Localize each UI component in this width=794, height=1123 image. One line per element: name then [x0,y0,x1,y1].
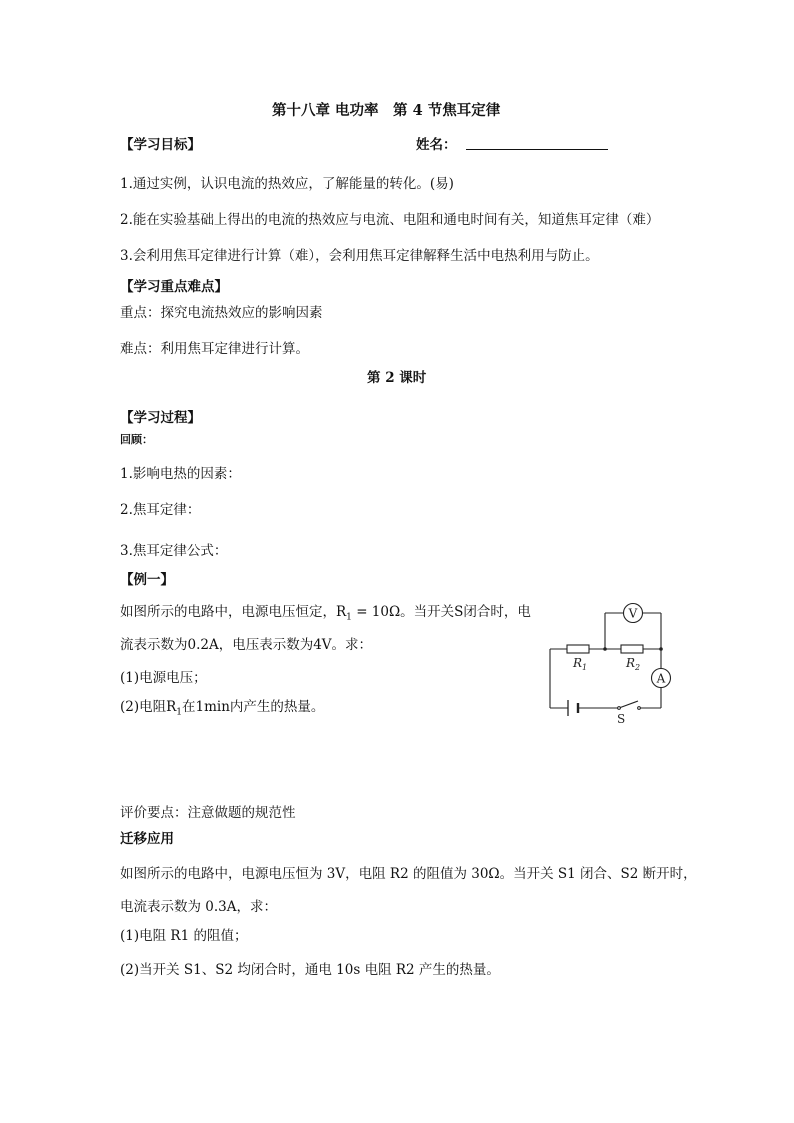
example-question-1: (1)电源电压； [120,670,207,686]
objective-1: 1.通过实例，认识电流的热效应，了解能量的转化。(易) [120,176,454,192]
review-item-3: 3.焦耳定律公式： [120,543,228,559]
transfer-question-1: (1)电阻 R1 的阻值； [120,928,248,944]
review-label: 回顾： [120,433,153,446]
example-heading: 【例一】 [120,572,174,588]
review-item-1: 1.影响电热的因素： [120,466,241,482]
example-question-2: (2)电阻$R_1$在1min内产生的热量。 [120,699,325,718]
evaluation-note: 评价要点：注意做题的规范性 [120,805,296,821]
name-blank-line [466,149,608,150]
transfer-line-1: 如图所示的电路中，电源电压恒为 3V，电阻 R2 的阻值为 30Ω。当开关 S1 闭合、S2 断开时， [120,866,697,882]
name-label: 姓名： [416,137,457,153]
circuit-diagram [546,600,676,725]
switch-label: S [617,712,626,725]
difficulty-point: 难点：利用焦耳定律进行计算。 [120,341,309,357]
voltmeter-label: V [628,606,638,621]
lesson-title: 第 2 课时 [367,370,427,386]
transfer-heading: 迁移应用 [120,831,174,847]
r2-label: $R_2$ [626,656,641,672]
page-title: 第十八章 电功率 第 4 节焦耳定律 [272,102,501,119]
example-line-1: 如图所示的电路中，电源电压恒定，$R_1 = 10\Omega$。当开关S闭合时，电 [120,604,531,623]
resistor-r1 [567,645,589,653]
ammeter-label: A [656,671,666,686]
objective-2: 2.能在实验基础上得出的电流的热效应与电流、电阻和通电时间有关，知道焦耳定律（难） [120,212,660,228]
transfer-question-2: (2)当开关 S1、S2 均闭合时，通电 10s 电阻 R2 产生的热量。 [120,962,500,978]
r1-label: $R_1$ [573,656,588,672]
focus-point: 重点：探究电流热效应的影响因素 [120,305,323,321]
transfer-line-2: 电流表示数为 0.3A，求： [120,899,278,915]
process-heading: 【学习过程】 [120,410,201,426]
objectives-heading: 【学习目标】 [120,137,201,153]
resistor-r2 [621,645,643,653]
example-line-2: 流表示数为0.2A，电压表示数为4V。求： [120,637,373,653]
battery-icon [568,700,578,716]
review-item-2: 2.焦耳定律： [120,502,201,518]
key-points-heading: 【学习重点难点】 [120,279,228,295]
objective-3: 3.会利用焦耳定律进行计算（难），会利用焦耳定律解释生活中电热利用与防止。 [120,248,599,264]
